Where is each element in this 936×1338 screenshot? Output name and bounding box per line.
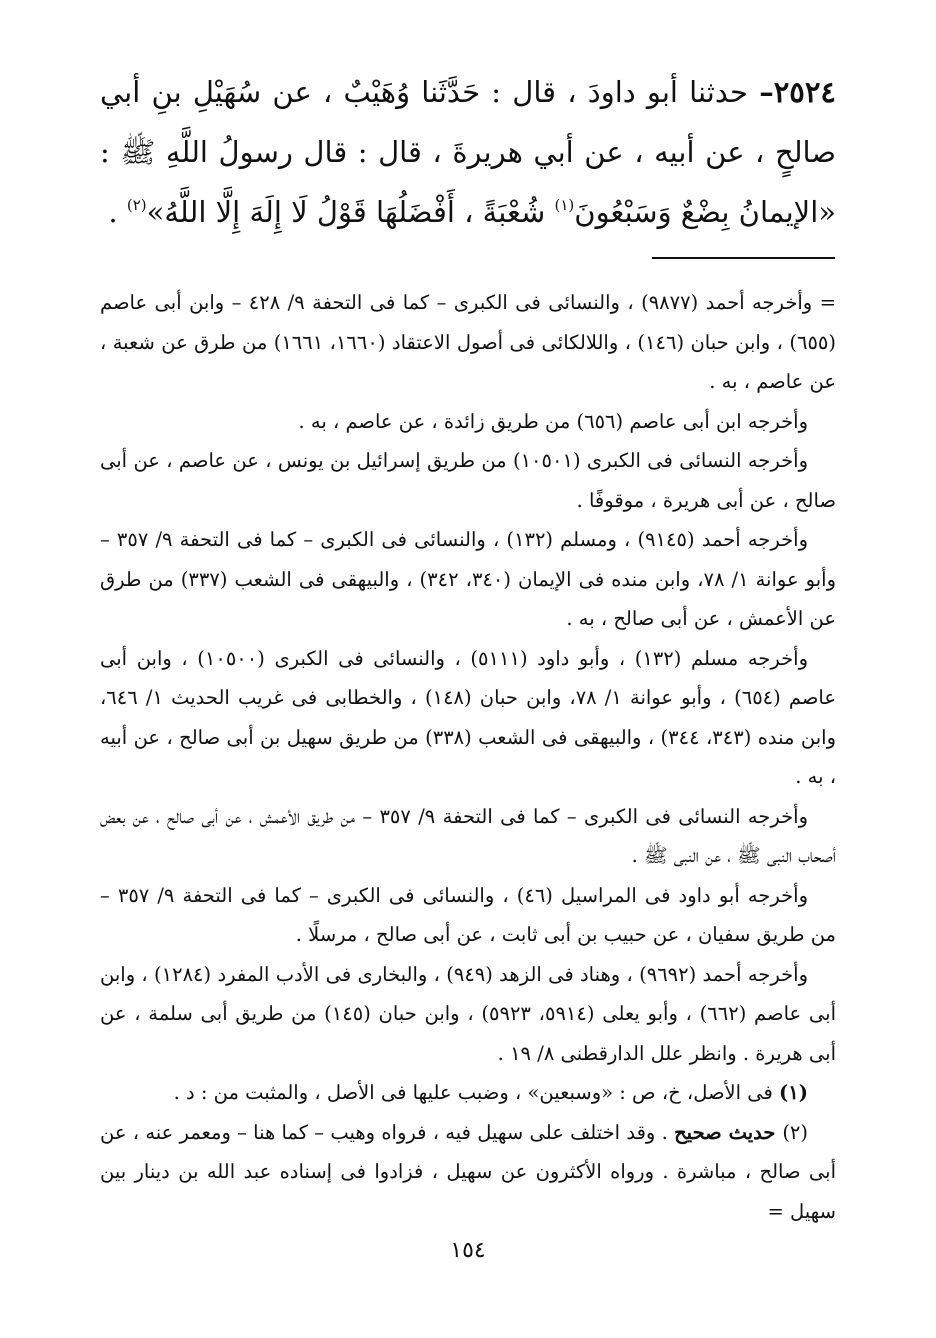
note-paragraph: وأخرجه مسلم (١٣٢) ، وأبو داود (٥١١١) ، والنسائى فى الكبرى (١٠٥٠٠) ، وابن أبى عاصم (٦٥٤) ، وأبو عوانة ١/ ٧٨، وابن حبان (١٤٨) ، والخطابى فى غريب الحديث ١/ ٦٤٦، وابن منده (٣٤٣، ٣٤٤) ، والبيهقى فى الشعب (٣٣٨) من طريق سهيل بن أبى صالح ، عن أبيه ، به . xyxy=(100,646,837,788)
note-paragraph: وأخرجه أحمد (٩١٤٥) ، ومسلم (١٣٢) ، والنسائى فى الكبرى – كما فى التحفة ٩/ ٣٥٧ – وأبو عوانة ١/ ٧٨، وابن منده فى الإيمان (٣٤٠، ٣٤٢) ، والبيهقى فى الشعب (٣٣٧) من طرق عن الأعمش ، عن أبى صالح ، به . xyxy=(100,528,836,630)
footnote-1-text: فى الأصل، خ، ص : «وسبعين» ، وضبب عليها فى الأصل ، والمثبت من : د . xyxy=(173,1081,780,1104)
note-paragraph: وأخرجه النسائى فى الكبرى (١٠٥٠١) من طريق إسرائيل بن يونس ، عن عاصم ، عن أبى صالح ، عن أبى هريرة ، موقوفًا . xyxy=(100,449,836,512)
footnote-2-grade: حديث صحيح xyxy=(674,1120,783,1144)
footnote-2-number: (٢) xyxy=(782,1120,809,1144)
footnote-ref-1[interactable]: (١) xyxy=(554,196,575,214)
note-paragraph: وأخرجه أبو داود فى المراسيل (٤٦) ، والنسائى فى الكبرى – كما فى التحفة ٩/ ٣٥٧ – من طريق سفيان ، عن حبيب بن أبى ثابت ، عن أبى صالح ، مرسلًا . xyxy=(100,883,836,946)
hadith-text-part-1: حدثنا أبو داودَ ، قال : حَدَّثَنا وُهَيْبٌ ، عن سُهَيْلِ بنِ أبي صالحٍ ، عن أبيه ، عن أبي هريرةَ ، قال : قال رسولُ اللَّهِ ﷺ : «الإيمانُ بِضْعٌ وَسَبْعُونَ xyxy=(100,75,836,229)
footnote-2 xyxy=(100,1113,836,1232)
hadith-number: ٢٥٢٤– xyxy=(759,75,836,109)
footnotes-section xyxy=(100,283,836,1231)
footnote-separator xyxy=(652,257,835,259)
hadith-text xyxy=(100,62,836,247)
note-paragraph: وأخرجه أحمد (٩٦٩٢) ، وهناد فى الزهد (٩٤٩) ، والبخارى فى الأدب المفرد (١٢٨٤) ، وابن أبى عاصم (٦٦٢) ، وأبو يعلى (٥٩١٤، ٥٩٢٣) ، وابن حبان (١٤٥) من طريق أبى سلمة ، عن أبى هريرة . وانظر علل الدارقطنى ٨/ ١٩ . xyxy=(100,962,837,1065)
footnote-ref-2[interactable]: (٢) xyxy=(126,196,147,214)
hadith-text-part-2: شُعْبَةً ، أَفْضَلُهَا قَوْلُ لَا إِلَهَ إِلَّا اللَّهُ» xyxy=(146,195,555,229)
note-paragraph: وأخرجه ابن أبى عاصم (٦٥٦) من طريق زائدة ، عن عاصم ، به . xyxy=(298,409,808,433)
page-number: ١٥٤ xyxy=(450,1238,486,1263)
hadith-text-end: . xyxy=(108,195,127,229)
footnote-1-number: (١) xyxy=(779,1081,808,1104)
footnote-1 xyxy=(100,1073,836,1113)
note-paragraph: وأخرجه النسائى فى الكبرى – كما فى التحفة ٩/ ٣٥٧ – من طريق الأعمش ، عن أبى صالح ، عن بعض أصحاب النبى ﷺ ، عن النبى ﷺ . xyxy=(100,804,836,867)
footnote-2-text: . وقد اختلف على سهيل فيه ، فرواه وهيب – كما هنا – ومعمر عنه ، عن أبى صالح ، مباشرة . ورواه الأكثرون عن سهيل ، فزادوا فى إسناده عبد الله بن دينار بين سهيل = xyxy=(100,1120,836,1223)
note-paragraph: = وأخرجه أحمد (٩٨٧٧) ، والنسائى فى الكبرى – كما فى التحفة ٩/ ٤٢٨ – وابن أبى عاصم (٦٥٥) ، وابن حبان (١٤٦) ، واللالكائى فى أصول الاعتقاد (١٦٦٠، ١٦٦١) من طرق عن شعبة ، عن عاصم ، به . xyxy=(100,291,837,393)
